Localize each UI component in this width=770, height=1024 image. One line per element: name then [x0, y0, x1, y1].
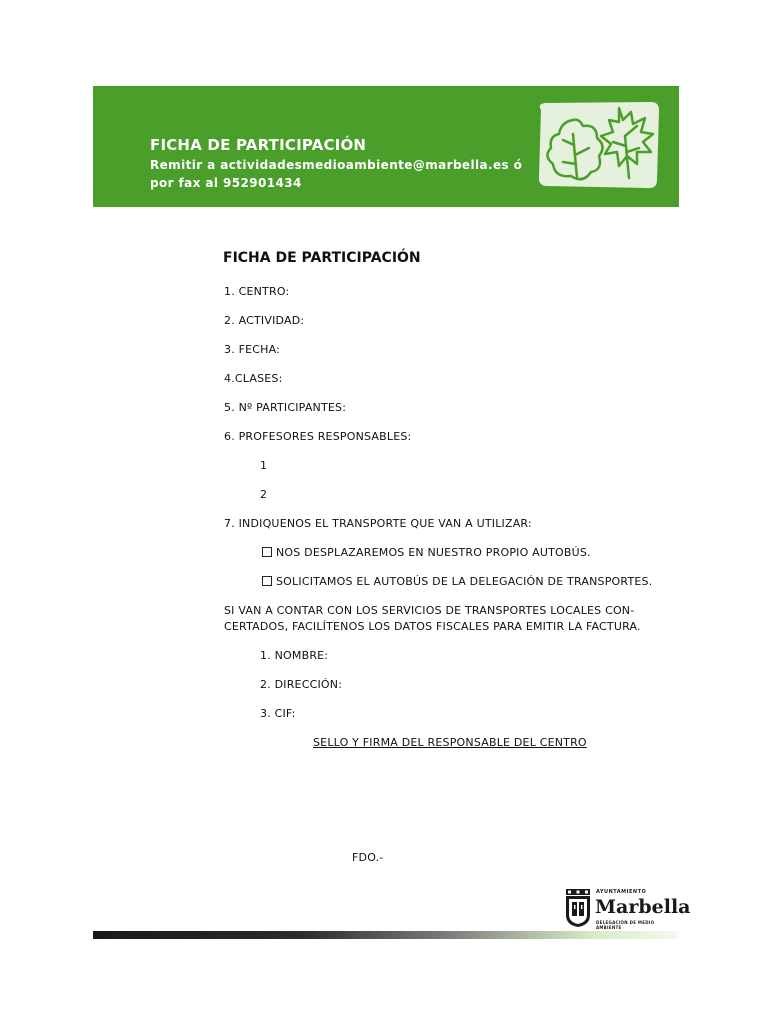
field-participantes: 5. Nº PARTICIPANTES: [224, 401, 347, 414]
banner-fax-line: por fax al 952901434 [150, 176, 302, 190]
field-actividad: 2. ACTIVIDAD: [224, 314, 305, 327]
stamp-signature-label: SELLO Y FIRMA DEL RESPONSABLE DEL CENTRO [313, 736, 587, 749]
marbella-logo [564, 887, 691, 931]
field-centro: 1. CENTRO: [224, 285, 290, 298]
own-bus-label: NOS DESPLAZAREMOS EN NUESTRO PROPIO AUTOBÚS. [276, 546, 591, 559]
leaf-illustration-icon [533, 100, 661, 191]
footer-gradient-bar [93, 931, 679, 939]
signature-fdo: FDO.- [352, 851, 384, 864]
field-profesor-1: 1 [260, 459, 268, 472]
field-cif: 3. CIF: [260, 707, 296, 720]
services-text-line1: SI VAN A CONTAR CON LOS SERVICIOS DE TRANSPORTES LOCALES CON- [224, 604, 635, 617]
services-text-line2: CERTADOS, FACILÍTENOS LOS DATOS FISCALES PARA EMITIR LA FACTURA. [224, 620, 641, 633]
field-profesor-2: 2 [260, 488, 268, 501]
logo-bottom-text: DELEGACIÓN DE MEDIO AMBIENTE [596, 920, 655, 930]
field-nombre: 1. NOMBRE: [260, 649, 329, 662]
logo-top-text: AYUNTAMIENTO [596, 889, 647, 895]
coat-of-arms-icon [564, 889, 592, 927]
field-fecha: 3. FECHA: [224, 343, 281, 356]
option-own-bus[interactable] [262, 546, 591, 559]
option-delegation-bus[interactable] [262, 575, 652, 588]
banner-title: FICHA DE PARTICIPACIÓN [150, 136, 367, 154]
field-transporte: 7. INDIQUENOS EL TRANSPORTE QUE VAN A UTILIZAR: [224, 517, 532, 530]
own-bus-checkbox[interactable] [262, 547, 272, 557]
field-direccion: 2. DIRECCIÓN: [260, 678, 343, 691]
banner-email-line: Remitir a actividadesmedioambiente@marbella.es ó [150, 158, 523, 172]
logo-name: Marbella [595, 896, 691, 918]
field-clases: 4.CLASES: [224, 372, 283, 385]
field-profesores: 6. PROFESORES RESPONSABLES: [224, 430, 412, 443]
delegation-bus-checkbox[interactable] [262, 576, 272, 586]
form-title: FICHA DE PARTICIPACIÓN [223, 250, 421, 266]
delegation-bus-label: SOLICITAMOS EL AUTOBÚS DE LA DELEGACIÓN DE TRANSPORTES. [276, 575, 653, 588]
